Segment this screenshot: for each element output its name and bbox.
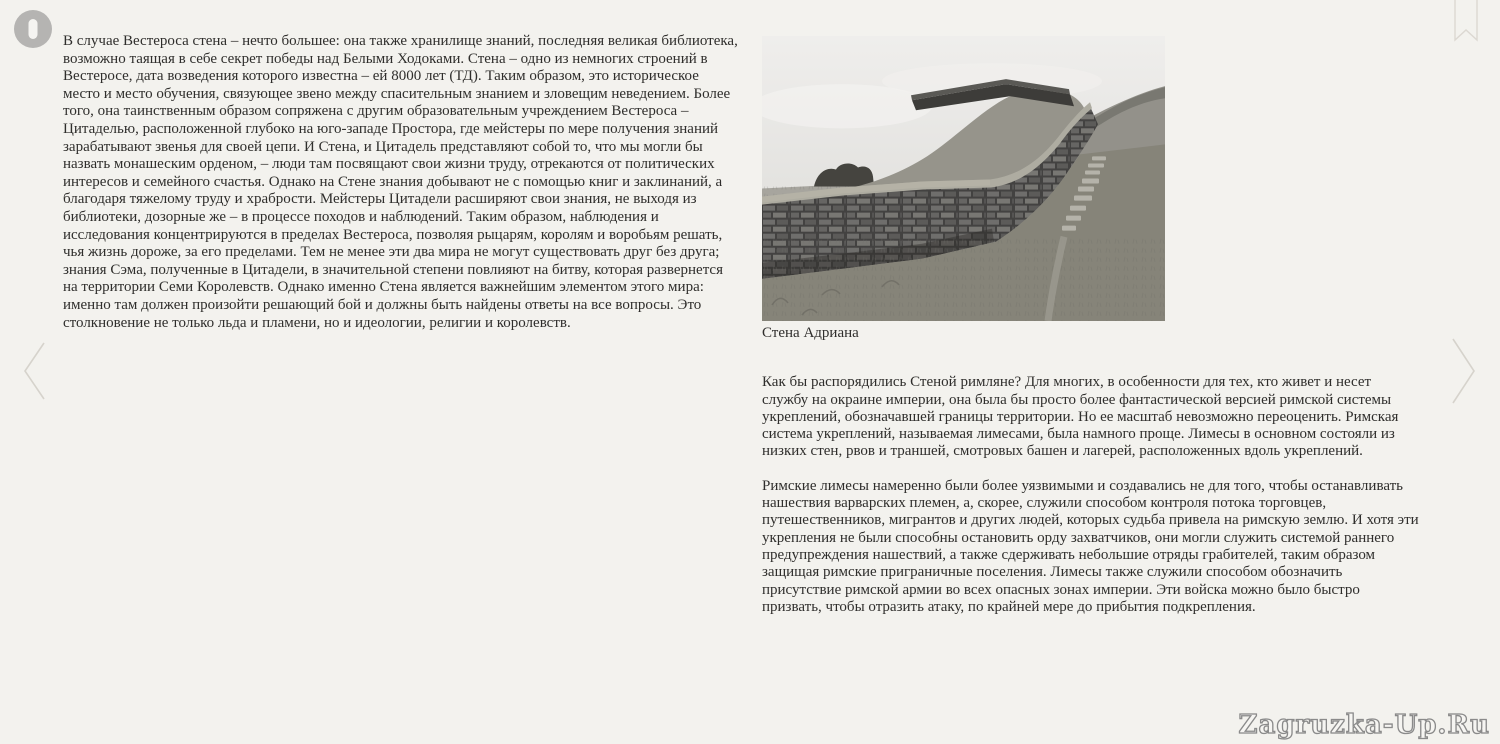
circle-with-vertical-bar-icon [29,19,38,39]
next-page-button[interactable] [1448,336,1478,411]
body-paragraph: В случае Вестероса стена – нечто большее: она также хранилище знаний, последняя великая библиотека, возможно таящая в себе секрет победы над Белыми Ходоками. Стена – одно из немногих строений в Вестеросе, дата возведения которого известна – ей 8000 лет (ТД). Таким образом, это историческое место и место обучения, связующее звено между спасительным знанием и зловещим неведением. Более того, она таинственным образом сопряжена с другим образовательным учреждением Вестероса – Цитаделью, расположенной глубоко на юго-западе Простора, где мейстеры по мере получения знаний зарабатывают звенья для своей цепи. И Стена, и Цитадель представляют собой то, что мы могли бы назвать монашеским орденом, – люди там посвящают свои жизни труду, отрекаются от политических интересов и семейного счастья. Однако на Стене знания добывают не с помощью книг и заклинаний, а благодаря тяжелому труду и храбрости. Мейстеры Цитадели расширяют свои знания, не выходя из библиотеки, дозорные же – в процессе походов и наблюдений. Таким образом, наблюдения и исследования концентрируются в пределах Вестероса, позволяя рыцарям, королям и воробьям решать, чья жизнь дороже, за его пределами. Тем не менее эти два мира не могут существовать друг без друга; знания Сэма, полученные в Цитадели, в значительной степени повлияют на битву, которая развернется на территории Семи Королевств. Однако именно Стена является важнейшим элементом этого мира: именно там должен произойти решающий бой и должны быть найдены ответы на все вопросы. Это столкновение не только льда и пламени, но и идеологии, религии и королевств. [63,33,738,331]
bookmark-icon[interactable] [1453,0,1479,47]
watermark: Zagruzka-Up.Ru [1238,710,1490,740]
wall-photo-figure [762,36,1420,342]
body-paragraph: Как бы распорядились Стеной римляне? Для многих, в особенности для тех, кто живет и несет службу на окраине империи, она была бы просто более фантастической версией римской системы укреплений, обозначавшей границы территории. Но ее масштаб невозможно переоценить. Римская система укреплений, называемая лимесами, была намного проще. Лимесы в основном состояли из низких стен, рвов и траншей, смотровых башен и лагерей, расположенных вдоль укреплений. [762,374,1399,460]
prev-page-button[interactable] [20,340,48,407]
right-column [762,36,1420,616]
hadrians-wall-photo [762,36,1165,321]
left-text-column [63,33,739,332]
chapter-marker-button[interactable] [14,10,52,48]
photo-caption: Стена Адриана [762,325,859,341]
body-paragraph: Римские лимесы намеренно были более уязвимыми и создавались не для того, чтобы останавливать нашествия варварских племен, а, скорее, служили способом контроля потока торговцев, путешественников, мигрантов и других людей, которых судьба привела на римскую землю. И хотя эти укрепления не были способны остановить орду захватчиков, они могли служить системой раннего предупреждения нашествий, а также сдерживать небольшие отряды грабителей, таким образом защищая римские приграничные поселения. Лимесы также служили способом обозначить присутствие римской армии во всех опасных зонах империи. Эти войска можно было быстро призвать, чтобы отразить атаку, по крайней мере до прибытия подкрепления. [762,477,1419,615]
chevron-left-icon [20,340,48,402]
chevron-right-icon [1448,336,1478,406]
